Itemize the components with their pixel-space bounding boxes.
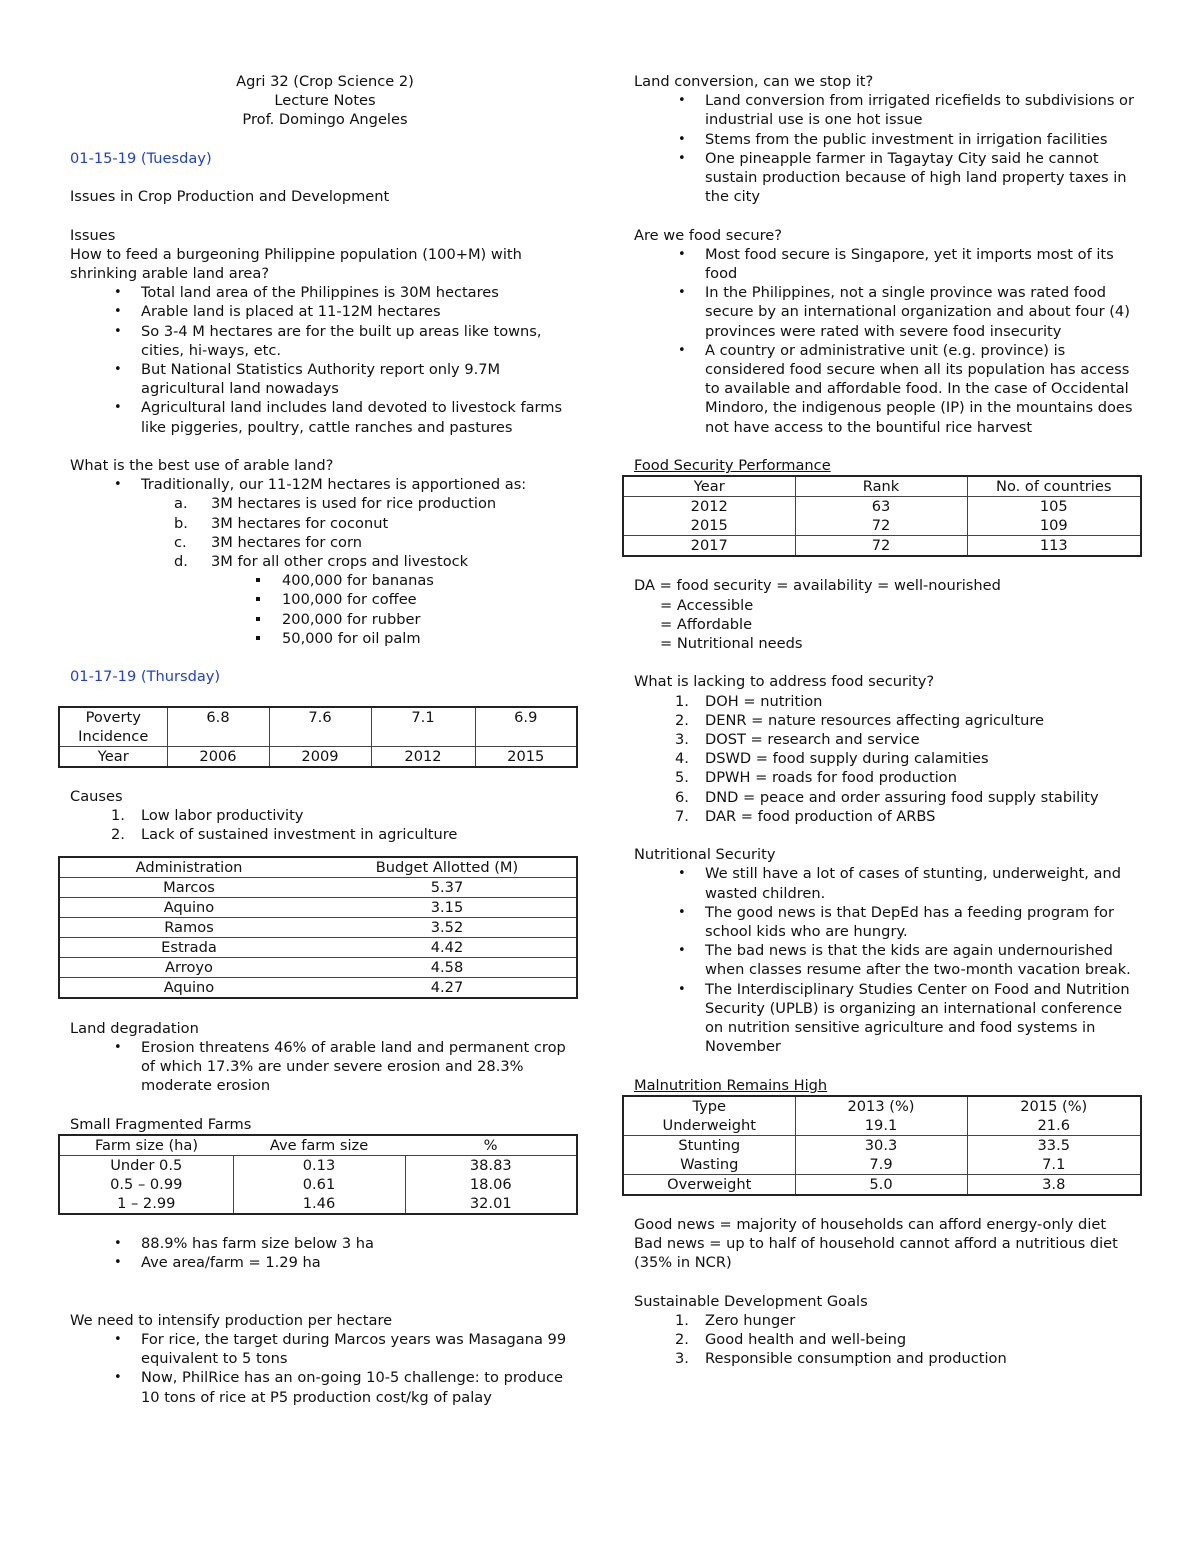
list-item-text: DND = peace and order assuring food supply stability	[705, 788, 1099, 806]
good-news-line: Good news = majority of households can afford energy-only diet	[634, 1216, 1107, 1234]
table-row	[623, 1174, 1141, 1195]
nutrition-list	[634, 864, 1144, 1056]
table-row	[59, 918, 577, 938]
list-item: • Land conversion from irrigated ricefields to subdivisions or industrial use is one hot issue	[634, 91, 1144, 129]
list-item	[634, 1330, 1144, 1349]
list-item: • One pineapple farmer in Tagaytay City said he cannot sustain production because of high land property taxes in the city	[634, 149, 1144, 207]
issues-list	[70, 283, 580, 437]
table-cell: 113	[967, 536, 1141, 557]
table-cell: 30.3	[795, 1135, 967, 1155]
list-item: • Erosion threatens 46% of arable land and permanent crop of which 17.3% are under severe erosion and 28.3% moderate erosion	[70, 1038, 580, 1096]
table-cell: Poverty Incidence	[78, 708, 149, 745]
table-cell: 7.1	[371, 707, 475, 747]
table-cell: Year	[59, 746, 167, 767]
list-item: • In the Philippines, not a single province was rated food secure by an international organization and about four (4) provinces were rated with severe food insecurity	[634, 283, 1144, 341]
topic-title: Issues in Crop Production and Development	[70, 188, 390, 206]
table-cell: 6.9	[475, 707, 577, 747]
table-cell: 7.9	[795, 1155, 967, 1175]
table-cell: 105	[967, 497, 1141, 517]
list-item-text: 3M hectares for corn	[211, 533, 362, 551]
list-item	[70, 825, 580, 844]
conversion-heading: Land conversion, can we stop it?	[634, 73, 874, 90]
table-header: Ave farm size	[233, 1135, 405, 1156]
malnutrition-heading: Malnutrition Remains High	[634, 1076, 828, 1094]
list-item: • Ave area/farm = 1.29 ha	[70, 1253, 580, 1272]
table-cell: 7.1	[967, 1155, 1141, 1175]
causes-heading: Causes	[70, 787, 123, 805]
table-row	[623, 516, 1141, 536]
table-cell: 3.15	[318, 898, 577, 918]
list-marker: 6.	[675, 788, 689, 806]
list-item: • 88.9% has farm size below 3 ha	[70, 1234, 580, 1253]
table-cell: 0.13	[233, 1155, 405, 1175]
doc-subtitle: Lecture Notes	[274, 92, 376, 110]
table-cell: 3.52	[318, 918, 577, 938]
table-cell: 21.6	[967, 1116, 1141, 1136]
list-item	[634, 1311, 1144, 1330]
list-item	[634, 711, 1144, 730]
apportion-list	[70, 494, 580, 648]
table-cell: 2015	[475, 746, 577, 767]
malnutrition-table	[622, 1095, 1142, 1196]
causes-list	[70, 806, 580, 844]
degradation-heading: Land degradation	[70, 1019, 199, 1037]
list-item	[70, 514, 580, 533]
list-item	[634, 768, 1144, 787]
list-item	[634, 788, 1144, 807]
table-cell: 0.61	[233, 1175, 405, 1194]
list-item: 50,000 for oil palm	[70, 629, 580, 648]
course-title: Agri 32 (Crop Science 2)	[236, 73, 414, 90]
list-marker: 1.	[111, 807, 125, 824]
list-item: • So 3-4 M hectares are for the built up areas like towns, cities, hi-ways, etc.	[70, 322, 580, 360]
table-cell: 2015	[690, 517, 728, 535]
list-item	[634, 807, 1144, 826]
table-row	[59, 938, 577, 958]
table-row	[59, 878, 577, 898]
list-item-text: DPWH = roads for food production	[705, 769, 957, 787]
table-cell: Underweight	[623, 1116, 795, 1136]
table-cell: 2017	[623, 536, 795, 557]
table-cell: 72	[795, 536, 967, 557]
food-secure-list	[634, 245, 1144, 437]
list-item-text: Traditionally, our 11-12M hectares is apportioned as:	[141, 476, 527, 494]
list-marker: 5.	[675, 769, 689, 787]
list-item: • Now, PhilRice has an on-going 10-5 challenge: to produce 10 tons of rice at P5 production cost/kg of palay	[70, 1368, 580, 1406]
table-row	[59, 1155, 577, 1175]
table-cell: 4.27	[318, 978, 577, 999]
table-cell: Estrada	[59, 938, 318, 958]
table-cell: 33.5	[967, 1135, 1141, 1155]
table-cell: Wasting	[680, 1155, 739, 1173]
table-cell: 72	[795, 516, 967, 536]
list-item	[70, 552, 580, 648]
table-cell: 5.0	[795, 1174, 967, 1195]
table-cell: 38.83	[405, 1155, 577, 1175]
intensify-heading: We need to intensify production per hectare	[70, 1311, 393, 1329]
table-row	[623, 497, 1141, 517]
list-marker: 2.	[111, 826, 125, 844]
table-cell: Overweight	[623, 1174, 795, 1195]
list-item: • But National Statistics Authority report only 9.7M agricultural land nowadays	[70, 360, 580, 398]
list-item-text: Low labor productivity	[141, 807, 304, 824]
table-cell: Stunting	[678, 1136, 741, 1154]
table-cell: Marcos	[59, 878, 318, 898]
table-cell: 2012	[371, 746, 475, 767]
list-marker: 3.	[675, 731, 689, 749]
list-marker: 1.	[675, 692, 689, 710]
table-header: Year	[623, 476, 795, 497]
table-row	[59, 1175, 577, 1194]
table-cell: 6.8	[167, 707, 269, 747]
table-header: Farm size (ha)	[59, 1135, 233, 1156]
table-row	[59, 898, 577, 918]
list-item: • Agricultural land includes land devoted to livestock farms like piggeries, poultry, cattle ranches and pastures	[70, 398, 580, 436]
list-item	[634, 749, 1144, 768]
table-header: Type	[692, 1097, 727, 1115]
other-crops-list	[70, 571, 580, 648]
list-item-text: Zero hunger	[705, 1312, 796, 1330]
list-item-text: Responsible consumption and production	[705, 1350, 1007, 1368]
list-item: • Arable land is placed at 11-12M hectares	[70, 302, 580, 321]
list-item: • The bad news is that the kids are again undernourished when classes resume after the two-month vacation break.	[634, 941, 1144, 979]
list-marker: 4.	[675, 750, 689, 768]
table-cell: 0.5 – 0.99	[110, 1175, 183, 1193]
table-cell: 3.8	[967, 1174, 1141, 1195]
bad-news-line: Bad news = up to half of household cannot afford a nutritious diet (35% in NCR)	[634, 1235, 1118, 1272]
da-line: DA = food security = availability = well-nourished	[634, 577, 1001, 595]
table-cell: Ramos	[59, 918, 318, 938]
table-header: Rank	[795, 476, 967, 497]
best-use-question: What is the best use of arable land?	[70, 457, 334, 474]
table-cell: 2012	[690, 498, 728, 516]
table-row	[623, 1135, 1141, 1155]
table-header: 2015 (%)	[967, 1096, 1141, 1116]
sdg-list	[634, 1311, 1144, 1369]
table-cell: 32.01	[405, 1194, 577, 1214]
date-heading-2: 01-17-19 (Thursday)	[70, 668, 221, 686]
list-item-text: DSWD = food supply during calamities	[705, 750, 989, 768]
list-marker: 1.	[675, 1312, 689, 1330]
list-item-text: 3M hectares is used for rice production	[211, 495, 497, 513]
table-row	[59, 978, 577, 999]
professor-name: Prof. Domingo Angeles	[242, 111, 408, 129]
table-row	[623, 1116, 1141, 1136]
list-item-text: DOH = nutrition	[705, 692, 823, 710]
table-header: No. of countries	[967, 476, 1141, 497]
table-cell: Arroyo	[59, 958, 318, 978]
list-item: • A country or administrative unit (e.g. province) is considered food secure when all its population has access to available and affordable food. In the case of Occidental Mindoro, the indigenous people (IP) in the mountains does not have access to the bountiful rice harvest	[634, 341, 1144, 437]
list-item-text: DENR = nature resources affecting agriculture	[705, 711, 1044, 729]
lacking-heading: What is lacking to address food security?	[634, 673, 935, 691]
table-cell: Under 0.5	[110, 1156, 183, 1174]
list-item	[634, 730, 1144, 749]
farm-facts-list	[70, 1234, 580, 1272]
table-cell: 4.42	[318, 938, 577, 958]
list-marker: 2.	[675, 1331, 689, 1349]
table-header: Budget Allotted (M)	[318, 857, 577, 878]
list-item: 200,000 for rubber	[70, 610, 580, 629]
table-cell: Aquino	[59, 978, 318, 999]
list-item-text: 3M for all other crops and livestock	[211, 553, 469, 571]
table-cell: Aquino	[59, 898, 318, 918]
list-marker: c.	[174, 533, 187, 551]
table-row	[623, 1155, 1141, 1175]
table-cell: 4.58	[318, 958, 577, 978]
list-item	[70, 806, 580, 825]
farms-heading: Small Fragmented Farms	[70, 1115, 252, 1133]
list-item	[70, 475, 580, 648]
table-header: 2013 (%)	[795, 1096, 967, 1116]
table-cell: 5.37	[318, 878, 577, 898]
nutrition-heading: Nutritional Security	[634, 846, 776, 864]
list-marker: a.	[174, 495, 188, 513]
list-item-text: DAR = food production of ARBS	[705, 807, 936, 825]
fsp-heading: Food Security Performance	[634, 457, 831, 475]
lacking-list	[634, 692, 1144, 826]
list-item-text: DOST = research and service	[705, 731, 920, 749]
table-header: Administration	[59, 857, 318, 878]
table-cell: 2009	[269, 746, 371, 767]
da-sub-line: = Affordable	[660, 615, 753, 633]
food-secure-heading: Are we food secure?	[634, 226, 782, 244]
list-item: • The good news is that DepEd has a feeding program for school kids who are hungry.	[634, 903, 1144, 941]
list-item: • The Interdisciplinary Studies Center on Food and Nutrition Security (UPLB) is organizing an international conference on nutrition sensitive agriculture and food systems in November	[634, 980, 1144, 1057]
table-cell: 7.6	[269, 707, 371, 747]
intensify-list	[70, 1330, 580, 1407]
list-item-text: 3M hectares for coconut	[211, 514, 389, 532]
list-marker: 7.	[675, 807, 689, 825]
table-cell: 63	[795, 497, 967, 517]
budget-table	[58, 856, 578, 999]
list-marker: d.	[174, 553, 188, 571]
table-cell: 109	[967, 516, 1141, 536]
sdg-heading: Sustainable Development Goals	[634, 1292, 868, 1310]
list-item: • Stems from the public investment in irrigation facilities	[634, 130, 1144, 149]
farms-table	[58, 1134, 578, 1215]
list-marker: b.	[174, 514, 188, 532]
table-cell: 1.46	[233, 1194, 405, 1214]
list-item	[634, 1349, 1144, 1368]
da-sub-line: = Accessible	[660, 596, 754, 614]
date-heading-1: 01-15-19 (Tuesday)	[70, 149, 212, 167]
list-item: 400,000 for bananas	[70, 571, 580, 590]
table-cell: 18.06	[405, 1175, 577, 1194]
degradation-list	[70, 1038, 580, 1096]
right-column	[634, 72, 1144, 1369]
list-item: • Most food secure is Singapore, yet it imports most of its food	[634, 245, 1144, 283]
list-item: 100,000 for coffee	[70, 590, 580, 609]
table-row	[59, 1194, 577, 1214]
list-item	[70, 494, 580, 513]
table-row	[623, 536, 1141, 557]
list-marker: 3.	[675, 1350, 689, 1368]
table-cell: 1 – 2.99	[117, 1194, 176, 1212]
list-item-text: Lack of sustained investment in agriculture	[141, 826, 458, 844]
table-cell: 19.1	[795, 1116, 967, 1136]
issues-heading: Issues	[70, 226, 116, 244]
list-item-text: Good health and well-being	[705, 1331, 907, 1349]
conversion-list	[634, 91, 1144, 206]
da-sub-line: = Nutritional needs	[660, 635, 803, 653]
issues-question: How to feed a burgeoning Philippine population (100+M) with shrinking arable land area?	[70, 245, 522, 282]
food-security-table	[622, 475, 1142, 557]
list-item: • Total land area of the Philippines is 30M hectares	[70, 283, 580, 302]
list-item	[634, 692, 1144, 711]
list-marker: 2.	[675, 711, 689, 729]
list-item: • We still have a lot of cases of stunting, underweight, and wasted children.	[634, 864, 1144, 902]
list-item: • For rice, the target during Marcos years was Masagana 99 equivalent to 5 tons	[70, 1330, 580, 1368]
best-use-list	[70, 475, 580, 648]
left-column	[70, 72, 580, 1407]
table-row	[59, 958, 577, 978]
table-cell: 2006	[167, 746, 269, 767]
table-header: %	[405, 1135, 577, 1156]
list-item	[70, 533, 580, 552]
poverty-table	[58, 706, 578, 768]
